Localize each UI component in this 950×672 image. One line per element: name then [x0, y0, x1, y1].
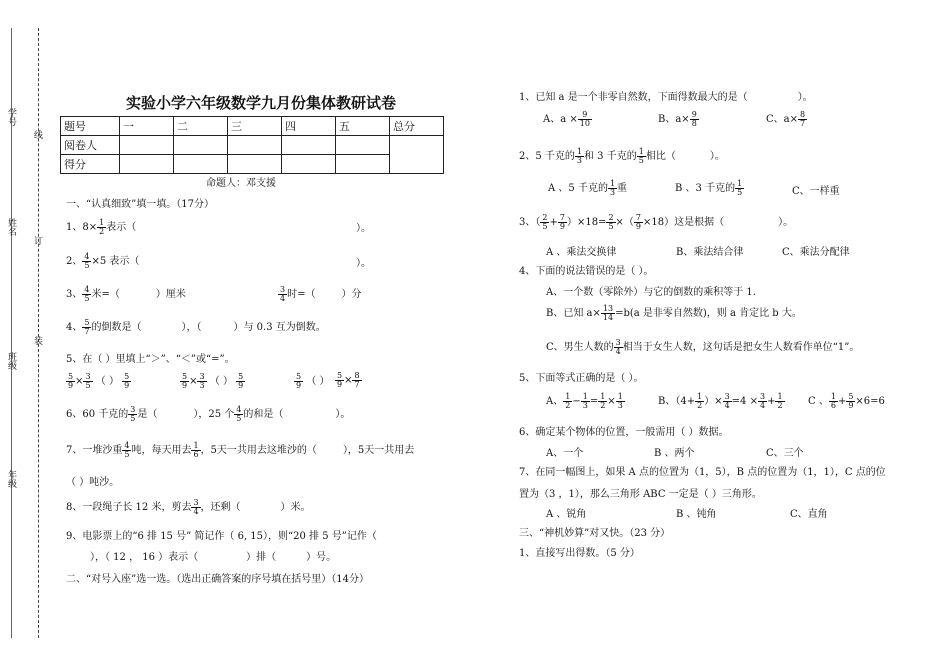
compare-item-4: $\frac{5}{9}$ × $\frac{8}{7}$ [337, 371, 360, 389]
side-label-class: 班级 [6, 352, 16, 370]
question-7-cont: （ ）吨沙。 [66, 477, 120, 488]
question-8: 8、一段绳子长 12 米，剪去 $\frac{3}{4}$ ，还剩（ ）米。 [66, 498, 311, 516]
mc-q7-option-a[interactable]: A 、锐角 [546, 509, 587, 520]
answer-blank[interactable]: （ ） [306, 376, 330, 387]
score-cell[interactable] [336, 155, 390, 174]
score-table [60, 116, 444, 174]
mc-q6-option-a[interactable]: A、一个 [546, 448, 584, 459]
mc-q4-option-c[interactable]: C、男生人数的 $\frac{3}{4}$ 相当于女生人数，这句话是把女生人数看作单位“1”。 [546, 338, 860, 356]
compare-item-1: $\frac{5}{9}$ × $\frac{3}{5}$ （ ） $\frac{5}{9}$ [68, 372, 130, 390]
score-header-cell: 四 [282, 117, 336, 136]
side-label-mount: 装 [32, 336, 42, 345]
score-cell[interactable] [174, 155, 228, 174]
section-2-heading: 二、“对号入座”选一选。（选出正确答案的序号填在括号里）（14分） [66, 574, 369, 585]
score-cell[interactable] [336, 136, 390, 155]
fraction: $\frac{4}{5}$ [84, 252, 90, 270]
section-1-heading: 一、“认真细致”填一填。（17分） [66, 199, 214, 210]
q1-text: 1、8× [66, 222, 98, 233]
mc-question-7: 7、在同一幅图上，如果 A 点的位置为（1，5），B 点的位置为（1，1），C 点的位 [519, 467, 886, 478]
question-2: 2、 $\frac{4}{5}$ ×5 表示（ [66, 252, 140, 270]
mc-q6-option-c[interactable]: C、三个 [766, 448, 804, 459]
mc-question-6: 6、确定某个物体的位置，一般需用（ ）数据。 [519, 427, 729, 438]
total-score-cell[interactable] [390, 136, 444, 174]
mc-q3-option-b[interactable]: B、乘法结合律 [676, 247, 744, 258]
mc-q5-option-b[interactable]: B、（4+ $\frac{1}{2}$ ）× $\frac{3}{4}$ =4 × $\frac{3}{4}$ + $\frac{1}{2}$ [658, 392, 783, 410]
mc-question-4: 4、下面的说法错误的是（ ）。 [519, 266, 654, 277]
side-label-student-no: 学号 [6, 108, 16, 126]
mc-question-1: 1、已知 a 是一个非零自然数，下面得数最大的是（ ）。 [519, 92, 813, 103]
section-3-question-1: 1、直接写出得数。（5 分） [519, 548, 640, 559]
mc-question-2: 2、5 千克的 $\frac{1}{3}$ 和 3 千克的 $\frac{1}{5}$ 相比（ ）。 [519, 147, 725, 165]
q1-text: 表示（ [106, 222, 137, 233]
compare-item-3: $\frac{5}{9}$ （ ） [296, 372, 330, 390]
score-header-cell: 五 [336, 117, 390, 136]
mc-q7-option-c[interactable]: C、直角 [790, 509, 828, 520]
binding-dotted-line [38, 28, 39, 638]
answer-blank[interactable]: （ ） [209, 376, 233, 387]
question-9-cont: ），（ 12 ， 16 ）表示（ ）排（ ）号。 [90, 552, 337, 563]
mc-q5-option-c[interactable]: C 、 $\frac{1}{6}$ + $\frac{5}{9}$ ×6=6 [808, 392, 885, 410]
mc-q1-option-c[interactable]: C、a× $\frac{8}{7}$ [766, 110, 806, 128]
mc-q2-option-c[interactable]: C、一样重 [792, 186, 840, 197]
score-cell[interactable] [282, 136, 336, 155]
author-line: 命题人：邓支援 [206, 178, 276, 189]
answer-blank[interactable]: （ ） [95, 376, 119, 387]
question-6: 6、60 千克的 $\frac{3}{5}$ 是（ ），25 个 $\frac{4}{5}$ 的和是（ ）。 [66, 405, 351, 423]
question-1 [66, 218, 136, 236]
side-label-grade: 年级 [6, 470, 16, 488]
mc-q5-option-a[interactable]: A、 $\frac{1}{2}$ − $\frac{1}{3}$ = $\frac{1}{2}$ × $\frac{1}{3}$ [546, 392, 623, 410]
mc-q1-option-b[interactable]: B、a× $\frac{9}{8}$ [658, 110, 697, 128]
question-5: 5、在（ ）里填上“＞”、“＜”或“=”。 [66, 354, 235, 365]
question-4: 4、 $\frac{5}{7}$ 的倒数是（ ），（ ）与 0.3 互为倒数。 [66, 318, 326, 336]
q1-close: ）。 [356, 223, 371, 234]
fraction: $\frac{4}{5}$ [84, 285, 90, 303]
question-7: 7、一堆沙重 $\frac{4}{5}$ 吨，每天用去 $\frac{1}{6}$ ，5天一共用去这堆沙的（ ），5天一共用去 [66, 441, 415, 459]
question-9: 9、电影票上的“6 排 15 号” 简记作（ 6, 15），则“20 排 5 号”记作（ [66, 531, 377, 542]
question-3-part2: $\frac{3}{4}$ 时=（ ）分 [280, 285, 362, 303]
mc-question-3: 3、（ $\frac{2}{5}$ + $\frac{7}{9}$ ）×18= $\frac{2}{5}$ ×（ $\frac{7}{9}$ ×18）这是根据（ ）。 [519, 213, 794, 231]
score-header-cell: 一 [120, 117, 174, 136]
question-3: 3、 $\frac{4}{5}$ 米=（ ）厘米 [66, 285, 186, 303]
section-3-heading: 三、“神机妙算”对又快。（23 分） [519, 528, 671, 539]
score-row-label: 得分 [61, 155, 120, 174]
score-header-cell: 三 [228, 117, 282, 136]
score-cell[interactable] [282, 155, 336, 174]
mc-q3-option-c[interactable]: C、乘法分配律 [782, 247, 850, 258]
mc-question-7-cont: 置为（3 ，1），那么三角形 ABC 一定是（ ）三角形。 [519, 489, 762, 500]
fraction: $\frac{5}{7}$ [84, 318, 90, 336]
side-label-name: 姓名 [6, 218, 16, 236]
side-label-bind: 订 [32, 236, 42, 245]
mc-q1-option-a[interactable]: A、a × $\frac{9}{10}$ [543, 110, 590, 128]
score-cell[interactable] [228, 136, 282, 155]
fraction: $\frac{1}{2}$ [99, 218, 105, 236]
score-cell[interactable] [120, 136, 174, 155]
mc-q2-option-b[interactable]: B 、3 千克的 $\frac{1}{5}$ [675, 179, 743, 197]
mc-q7-option-b[interactable]: B 、钝角 [676, 509, 717, 520]
mc-q3-option-a[interactable]: A 、乘法交换律 [546, 247, 617, 258]
score-header-cell: 总分 [390, 117, 444, 136]
mc-question-5: 5、下面等式正确的是（ ）。 [519, 373, 644, 384]
fraction: $\frac{3}{4}$ [280, 285, 286, 303]
score-cell[interactable] [228, 155, 282, 174]
mc-q4-option-a[interactable]: A、一个数（零除外）与它的倒数的乘积等于 1. [546, 287, 756, 298]
score-header-cell: 二 [174, 117, 228, 136]
score-row-label: 阅卷人 [61, 136, 120, 155]
side-label-line: 线 [32, 130, 42, 139]
score-header-cell: 题号 [61, 117, 120, 136]
mc-q6-option-b[interactable]: B 、两个 [654, 448, 695, 459]
score-cell[interactable] [120, 155, 174, 174]
score-cell[interactable] [174, 136, 228, 155]
compare-item-2: $\frac{5}{9}$ × $\frac{3}{3}$ （ ） $\frac{5}{9}$ [182, 372, 244, 390]
page-title: 实验小学六年级数学九月份集体教研试卷 [126, 94, 397, 112]
q2-close: ）。 [356, 258, 371, 269]
mc-q2-option-a[interactable]: A 、5 千克的 $\frac{1}{3}$ 重 [548, 179, 628, 197]
mc-q4-option-b[interactable]: B、已知 a× $\frac{13}{14}$ =b(a 是非零自然数)，则 a 肯定比 b 大。 [546, 304, 802, 322]
